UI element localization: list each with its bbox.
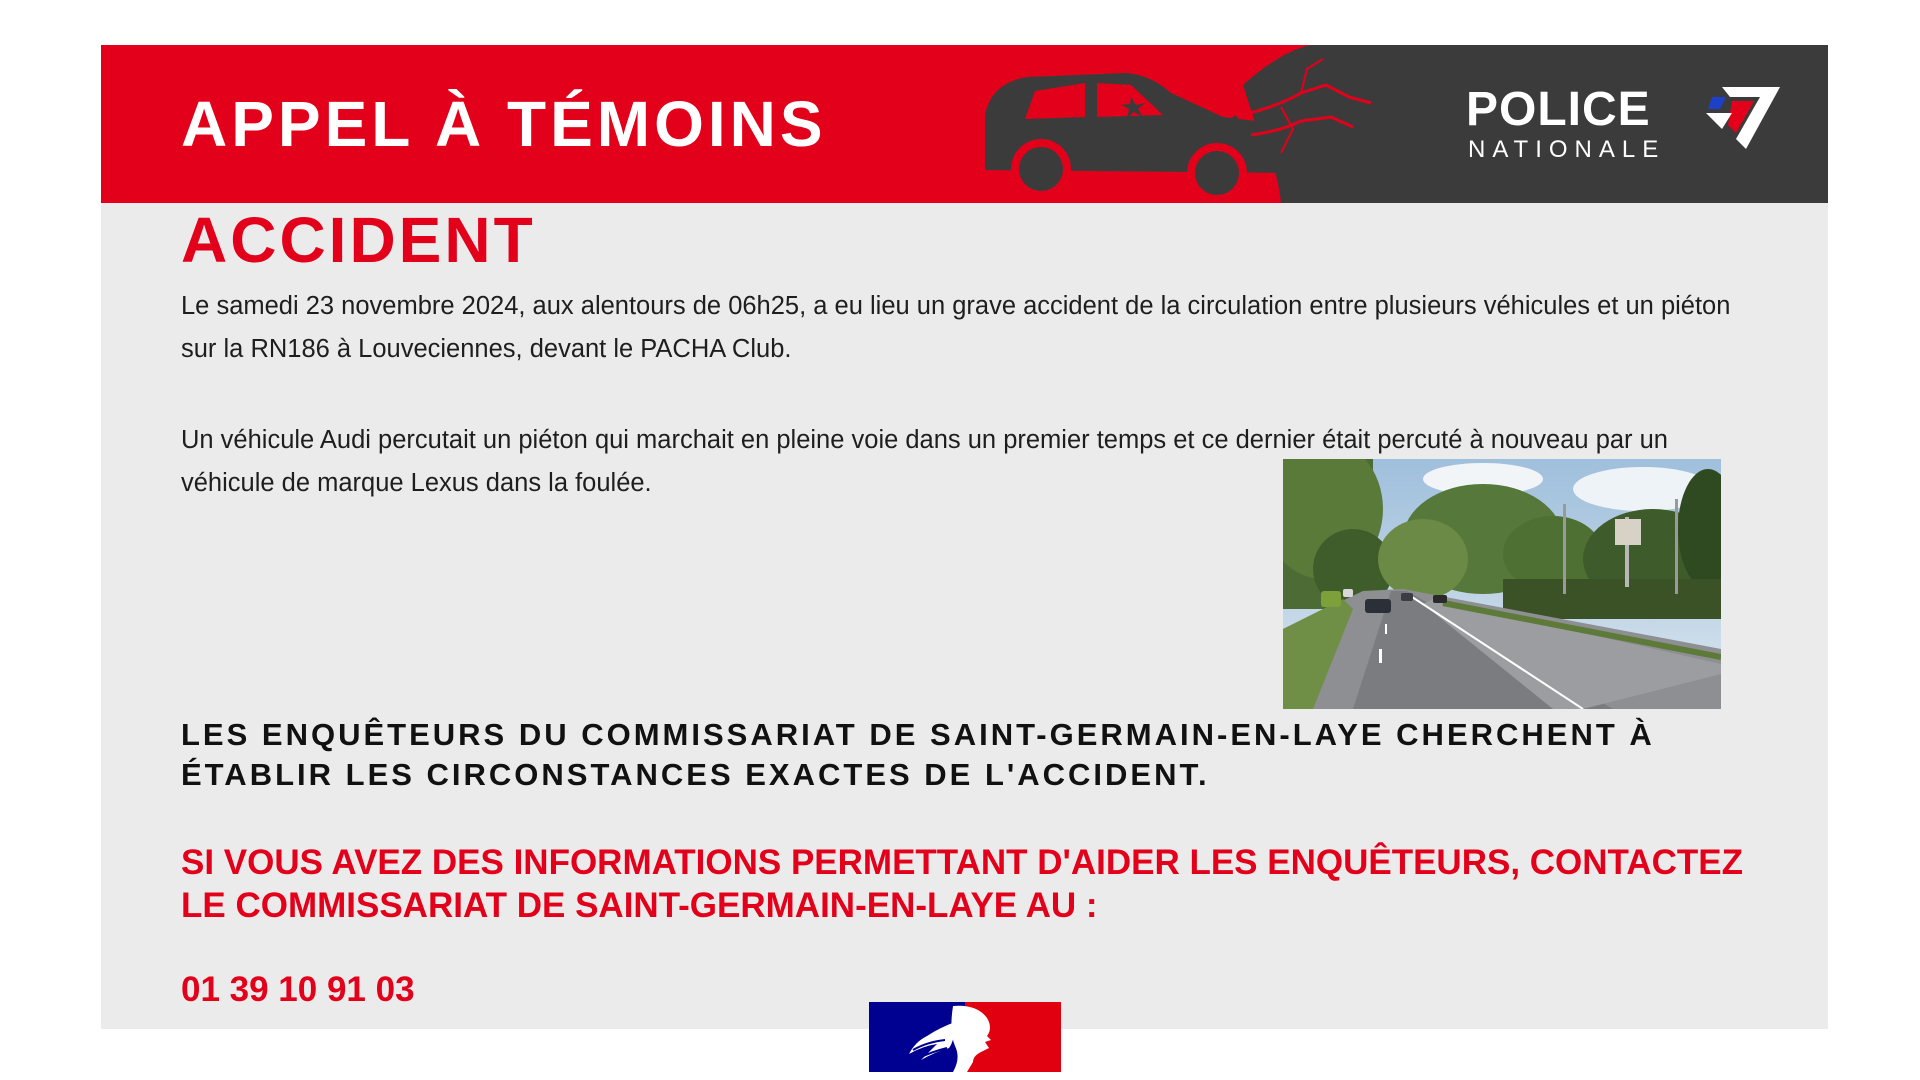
witness-appeal: SI VOUS AVEZ DES INFORMATIONS PERMETTANT D'AIDER LES ENQUÊTEURS, CONTACTEZ LE COMMISSARIAT DE SAINT-GERMAIN-EN-LAYE AU : (181, 843, 1743, 925)
police-wing-icon (1702, 87, 1782, 149)
header-banner (101, 45, 1828, 203)
nationale-brand-text: NATIONALE (1468, 136, 1666, 163)
incident-paragraph-2: Un véhicule Audi percutait un piéton qui marchait en pleine voie dans un premier temps et ce dernier était percuté à nouveau par un véhicule de marque Lexus dans la foulée. (181, 426, 1668, 497)
car-crash-icon (981, 45, 1481, 203)
police-nationale-logo (1466, 85, 1796, 165)
police-brand-text: POLICE (1466, 83, 1651, 136)
incident-paragraph-1: Le samedi 23 novembre 2024, aux alentours de 06h25, a eu lieu un grave accident de la circulation entre plusieurs véhicules et un piéton sur la RN186 à Louveciennes, devant le PACHA Club. (181, 292, 1731, 363)
marianne-logo-icon (869, 1002, 1061, 1072)
road-photo (1283, 459, 1721, 709)
poster-panel (101, 45, 1828, 1029)
investigation-statement: LES ENQUÊTEURS DU COMMISSARIAT DE SAINT-GERMAIN-EN-LAYE CHERCHENT À ÉTABLIR LES CIRCONSTANCES EXACTES DE L'ACCIDENT. (181, 717, 1655, 792)
banner-title: APPEL À TÉMOINS (181, 88, 827, 160)
contact-phone-number[interactable]: 01 39 10 91 03 (181, 970, 415, 1009)
section-title: ACCIDENT (181, 204, 536, 276)
